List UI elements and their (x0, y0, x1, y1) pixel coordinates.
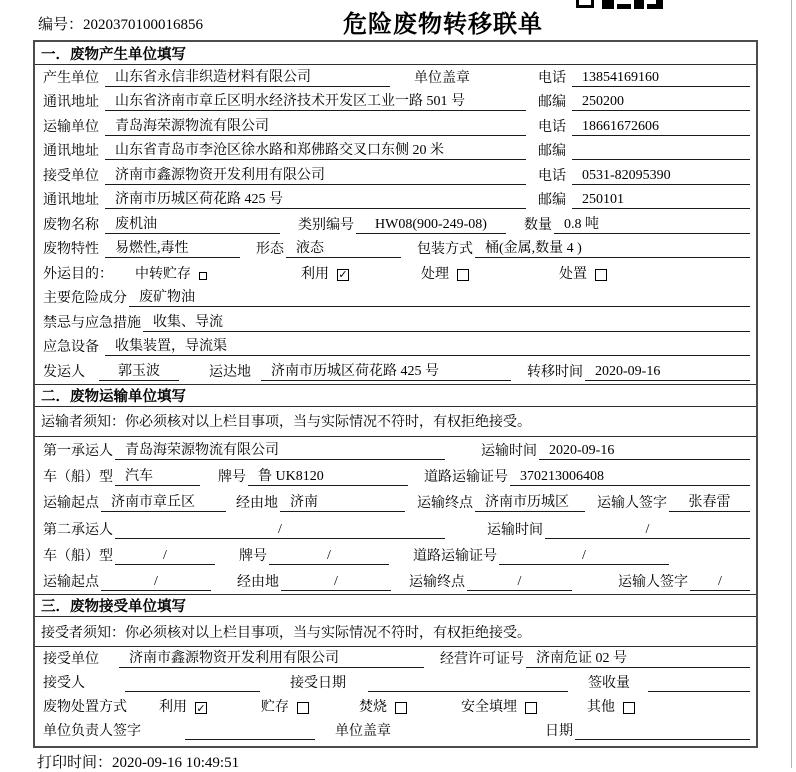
unit-seal-label: 单位盖章 (414, 70, 470, 86)
disposal-option-label: 贮存 (261, 700, 289, 716)
end-label: 运输终点 (409, 575, 465, 591)
head-sign-label: 单位负责人签字 (43, 724, 141, 740)
row-emergency-equipment (35, 335, 756, 360)
zip-label: 邮编 (538, 95, 566, 110)
date-value (575, 723, 750, 740)
section2-header: 二．废物运输单位填写 (35, 384, 756, 407)
row-head-signature (35, 719, 756, 743)
row-receive-unit (35, 163, 756, 188)
row-transport-unit (35, 114, 756, 139)
license-label: 经营许可证号 (440, 652, 524, 668)
disposal-label: 废物处置方式 (43, 700, 127, 716)
row-vehicle1 (35, 463, 756, 489)
via1-value: 济南 (280, 491, 405, 512)
end1-value: 济南市历城区 (475, 491, 585, 512)
produce-unit-value: 山东省永信非织造材料有限公司 (105, 66, 390, 87)
row-hazard-component (35, 286, 756, 311)
sign-qty-value (648, 675, 750, 692)
row-disposal-method (35, 695, 756, 719)
qr-code-fragment-icon (576, 0, 666, 10)
end2-value: / (467, 574, 572, 591)
carrier-sign2-value: / (690, 574, 750, 591)
plate2-value: / (269, 548, 389, 565)
vehicle-type-label: 车（船）型 (43, 470, 113, 486)
phone-label: 电话 (538, 119, 566, 135)
vehicle-type-label: 车（船）型 (43, 548, 113, 564)
row-receiver (35, 671, 756, 695)
section1-header: 一．废物产生单位填写 (35, 42, 756, 65)
transporter-notice: 运输者须知：你必须核对以上栏目事项，当与实际情况不符时，有权拒绝接受。 (35, 407, 756, 437)
receive-address-value: 济南市历城区荷花路 425 号 (105, 188, 526, 209)
produce-unit-label: 产生单位 (43, 70, 99, 86)
row-purpose (35, 261, 756, 286)
landfill-checkbox (525, 702, 537, 714)
carrier1-value: 青岛海荣源物流有限公司 (115, 439, 445, 460)
address-label: 通讯地址 (43, 193, 99, 208)
hazard-label: 主要危险成分 (43, 291, 127, 306)
doc-number-value: 2020370100016856 (83, 17, 204, 33)
receive-unit-label: 接受单位 (43, 168, 99, 184)
via-label: 经由地 (236, 496, 278, 512)
destination-value: 济南市历城区荷花路 425 号 (261, 360, 511, 381)
row-produce-address (35, 90, 756, 115)
transport-time-label: 运输时间 (487, 522, 543, 538)
category-value: HW08(900-249-08) (356, 217, 506, 234)
row-produce-unit (35, 65, 756, 90)
purpose-label: 外运目的： (43, 266, 113, 282)
transport-phone-value: 18661672606 (572, 119, 750, 136)
utilize-checkbox: ✓ (196, 701, 206, 715)
head-sign-value (185, 723, 315, 740)
origin2-value: / (101, 574, 211, 591)
phone-label: 电话 (538, 70, 566, 86)
receive-zip-value: 250101 (572, 192, 750, 209)
treat-checkbox (457, 269, 469, 281)
receive-date-label: 接受日期 (290, 676, 346, 692)
carrier-sign-label: 运输人签字 (618, 575, 688, 591)
purpose-option-label: 中转贮存 (135, 266, 191, 282)
purpose-option-label: 利用 (301, 266, 329, 282)
origin-label: 运输起点 (43, 496, 99, 512)
qty-value: 0.8 吨 (554, 213, 750, 234)
receive-unit-value: 济南市鑫源物资开发利用有限公司 (105, 164, 526, 185)
unit-seal-label: 单位盖章 (335, 724, 391, 740)
taboo-value: 收集、导流 (143, 311, 750, 332)
road-cert-label: 道路运输证号 (424, 470, 508, 486)
character-label: 废物特性 (43, 242, 99, 257)
row-route2 (35, 568, 756, 594)
receiver-value (125, 675, 260, 692)
address-label: 通讯地址 (43, 144, 99, 159)
hazard-value: 废矿物油 (129, 286, 750, 307)
transport-time1-value: 2020-09-16 (539, 443, 750, 460)
plate-label: 牌号 (239, 548, 267, 564)
end-label: 运输终点 (417, 496, 473, 512)
carrier-sign-label: 运输人签字 (597, 496, 667, 512)
road-cert-label: 道路运输证号 (413, 548, 497, 564)
transport-zip-value (572, 143, 750, 160)
disposal-option-label: 利用 (159, 700, 187, 716)
packing-label: 包装方式 (417, 242, 473, 257)
plate1-value: 鲁 UK8120 (248, 465, 408, 486)
manifest-form-table (33, 40, 758, 748)
purpose-option-label: 处理 (421, 266, 449, 282)
utilize-checkbox: ✓ (338, 268, 348, 281)
equipment-label: 应急设备 (43, 340, 99, 355)
vehicle1-value: 汽车 (115, 465, 200, 486)
disposal-option-label: 安全填埋 (461, 700, 517, 716)
category-label: 类别编号 (298, 217, 354, 233)
carrier2-value: / (115, 522, 445, 539)
transport-unit-value: 青岛海荣源物流有限公司 (105, 115, 526, 136)
print-time-value: 2020-09-16 10:49:51 (112, 755, 240, 771)
row-taboo-measures (35, 310, 756, 335)
via-label: 经由地 (237, 575, 279, 591)
qty-label: 数量 (524, 217, 552, 233)
row-receive-address (35, 188, 756, 213)
receive-phone-value: 0531-82095390 (572, 168, 750, 185)
doc-number-label: 编号： (38, 17, 84, 33)
row-waste-name (35, 212, 756, 237)
row-carrier1 (35, 437, 756, 463)
waste-name-label: 废物名称 (43, 217, 99, 233)
road-cert1-value: 370213006408 (510, 469, 750, 486)
equipment-value: 收集装置，导流渠 (105, 335, 750, 356)
shipper-label: 发运人 (43, 364, 85, 380)
page-title: 危险废物转移联单 (343, 12, 543, 38)
row-route1 (35, 489, 756, 515)
window-edge-line (791, 0, 792, 768)
form-value: 液态 (286, 237, 401, 258)
produce-address-value: 山东省济南市章丘区明水经济技术开发区工业一路 501 号 (105, 90, 526, 111)
date-label: 日期 (545, 724, 573, 740)
carrier1-label: 第一承运人 (43, 443, 113, 459)
license-value: 济南危证 02 号 (526, 647, 750, 668)
section3-header: 三．废物接受单位填写 (35, 594, 756, 617)
transfer-time-label: 转移时间 (527, 364, 583, 380)
store-checkbox (297, 702, 309, 714)
road-cert2-value: / (499, 548, 669, 565)
produce-phone-value: 13854169160 (572, 70, 750, 87)
transfer-time-value: 2020-09-16 (585, 364, 750, 381)
row-shipper (35, 359, 756, 384)
receive-unit3-value: 济南市鑫源物资开发利用有限公司 (119, 647, 424, 668)
produce-zip-value: 250200 (572, 94, 750, 111)
shipper-value: 郭玉波 (99, 360, 179, 381)
carrier-sign1-value: 张春雷 (669, 491, 750, 512)
row-receive-unit3 (35, 647, 756, 671)
transport-unit-label: 运输单位 (43, 119, 99, 135)
transport-time-label: 运输时间 (481, 443, 537, 459)
vehicle2-value: / (115, 548, 215, 565)
waste-name-value: 废机油 (105, 213, 280, 234)
receiver-notice: 接受者须知：你必须核对以上栏目事项，当与实际情况不符时，有权拒绝接受。 (35, 617, 756, 647)
other-checkbox (623, 702, 635, 714)
dispose-checkbox (595, 269, 607, 281)
receive-unit-label: 接受单位 (43, 652, 99, 668)
plate-label: 牌号 (218, 470, 246, 486)
transfer-storage-checkbox (199, 272, 207, 280)
transport-time2-value: / (545, 522, 750, 539)
zip-label: 邮编 (538, 144, 566, 159)
origin-label: 运输起点 (43, 575, 99, 591)
print-time-label: 打印时间： (37, 755, 113, 771)
row-transport-address (35, 139, 756, 164)
purpose-option-label: 处置 (559, 266, 587, 282)
carrier2-label: 第二承运人 (43, 522, 113, 538)
row-carrier2 (35, 515, 756, 541)
receive-date-value (368, 675, 568, 692)
disposal-option-label: 其他 (587, 700, 615, 716)
via2-value: / (281, 574, 391, 591)
destination-label: 运达地 (209, 364, 251, 380)
taboo-label: 禁忌与应急措施 (43, 315, 141, 331)
incinerate-checkbox (395, 702, 407, 714)
origin1-value: 济南市章丘区 (101, 491, 226, 512)
row-vehicle2 (35, 542, 756, 568)
packing-value: 桶(金属,数量 4 ) (475, 237, 750, 258)
sign-qty-label: 签收量 (588, 676, 630, 692)
zip-label: 邮编 (538, 193, 566, 208)
phone-label: 电话 (538, 168, 566, 184)
character-value: 易燃性,毒性 (105, 237, 240, 258)
form-label: 形态 (256, 242, 284, 257)
address-label: 通讯地址 (43, 95, 99, 110)
print-time (37, 751, 239, 772)
disposal-option-label: 焚烧 (359, 700, 387, 716)
row-waste-character (35, 237, 756, 262)
receiver-label: 接受人 (43, 676, 85, 692)
transport-address-value: 山东省青岛市李沧区徐水路和郑佛路交叉口东侧 20 米 (105, 139, 526, 160)
